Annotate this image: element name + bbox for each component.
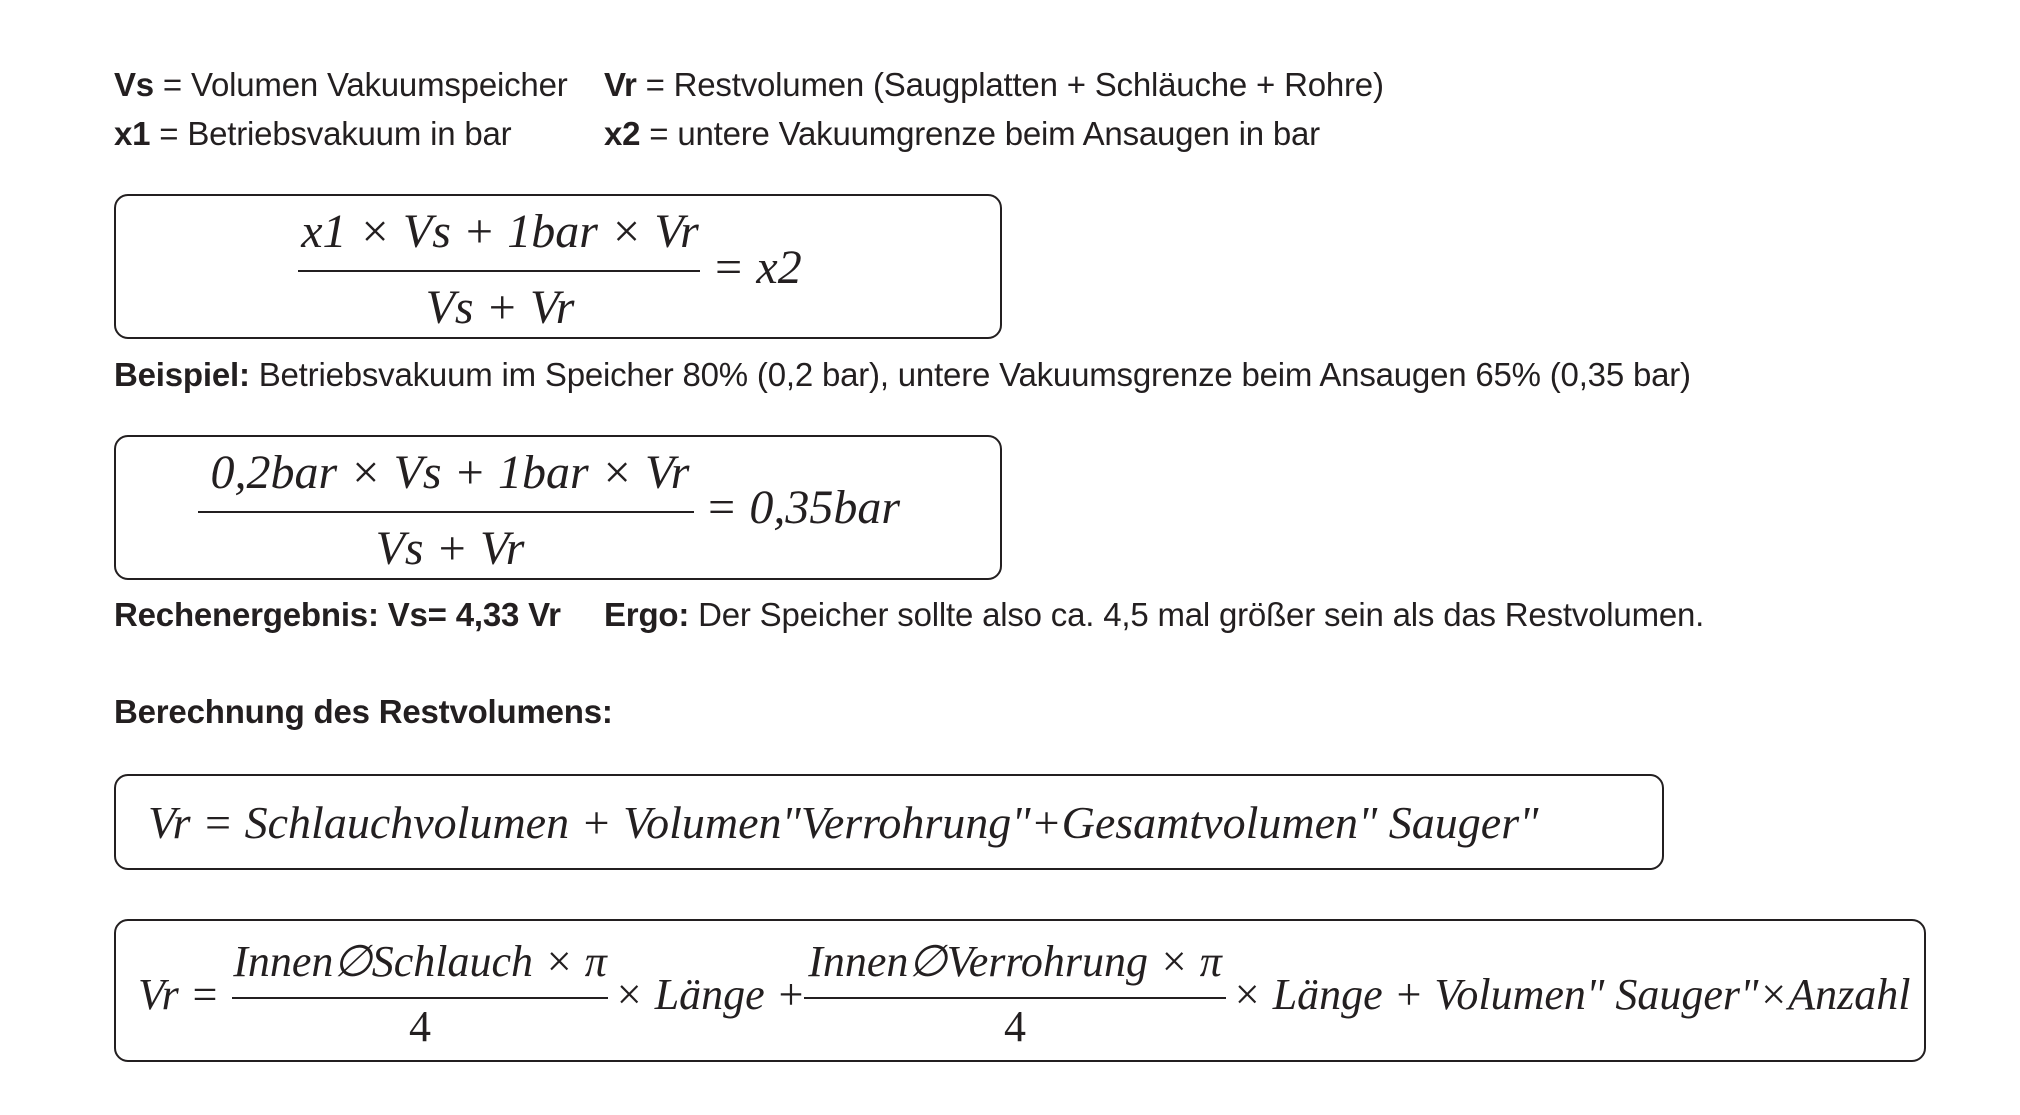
x2-description: = untere Vakuumgrenze beim Ansaugen in bar bbox=[640, 115, 1320, 152]
formula4-fraction2-numerator: Innen∅Verrohrung × π bbox=[808, 937, 1222, 986]
formula4-fraction1-bar bbox=[232, 997, 608, 999]
formula2-fraction-bar bbox=[198, 511, 694, 513]
formula4-fraction2-denominator: 4 bbox=[1004, 1002, 1026, 1051]
vs-description: = Volumen Vakuumspeicher bbox=[153, 66, 568, 103]
vr-symbol: Vr bbox=[604, 66, 637, 103]
formula1-denominator: Vs + Vr bbox=[425, 281, 575, 334]
formula4-middle: × Länge + bbox=[614, 970, 806, 1019]
result-label: Rechenergebnis: Vs= 4,33 Vr bbox=[114, 596, 561, 633]
ergo-label: Ergo: bbox=[604, 596, 690, 633]
x1-symbol: x1 bbox=[114, 115, 151, 152]
example-label: Beispiel: bbox=[114, 356, 250, 393]
formula1-rhs: = x2 bbox=[712, 241, 802, 294]
example-line bbox=[114, 358, 1691, 391]
formula4-fraction1-denominator: 4 bbox=[409, 1002, 431, 1051]
section-heading-text: Berechnung des Restvolumens: bbox=[114, 693, 613, 730]
section-heading bbox=[114, 695, 613, 728]
formula4-tail: × Länge + Volumen" Sauger"×Anzahl bbox=[1232, 970, 1911, 1019]
vr-description: = Restvolumen (Saugplatten + Schläuche + Rohre) bbox=[636, 66, 1384, 103]
ergo-line bbox=[604, 598, 1704, 631]
vs-symbol: Vs bbox=[114, 66, 154, 103]
formula3-text: Vr = Schlauchvolumen + Volumen"Verrohrung"+Gesamtvolumen" Sauger" bbox=[148, 797, 1539, 848]
formula4-lhs: Vr = bbox=[138, 970, 220, 1019]
formula4-fraction1-numerator: Innen∅Schlauch × π bbox=[233, 937, 607, 986]
formula1-numerator: x1 × Vs + 1bar × Vr bbox=[301, 205, 699, 258]
x1-description: = Betriebsvakuum in bar bbox=[150, 115, 512, 152]
formula2-rhs: = 0,35bar bbox=[705, 481, 901, 534]
ergo-text: Der Speicher sollte also ca. 4,5 mal größer sein als das Restvolumen. bbox=[689, 596, 1705, 633]
formula4-fraction2-bar bbox=[804, 997, 1226, 999]
definition-vs bbox=[114, 68, 568, 101]
x2-symbol: x2 bbox=[604, 115, 641, 152]
formula1-fraction-bar bbox=[298, 270, 700, 272]
definition-x2 bbox=[604, 117, 1320, 150]
formula2-denominator: Vs + Vr bbox=[375, 522, 525, 575]
definition-vr bbox=[604, 68, 1384, 101]
example-text: Betriebsvakuum im Speicher 80% (0,2 bar), untere Vakuumsgrenze beim Ansaugen 65% (0,35 bar) bbox=[249, 356, 1691, 393]
definition-x1 bbox=[114, 117, 511, 150]
result-line bbox=[114, 598, 561, 631]
formula2-numerator: 0,2bar × Vs + 1bar × Vr bbox=[210, 446, 690, 499]
